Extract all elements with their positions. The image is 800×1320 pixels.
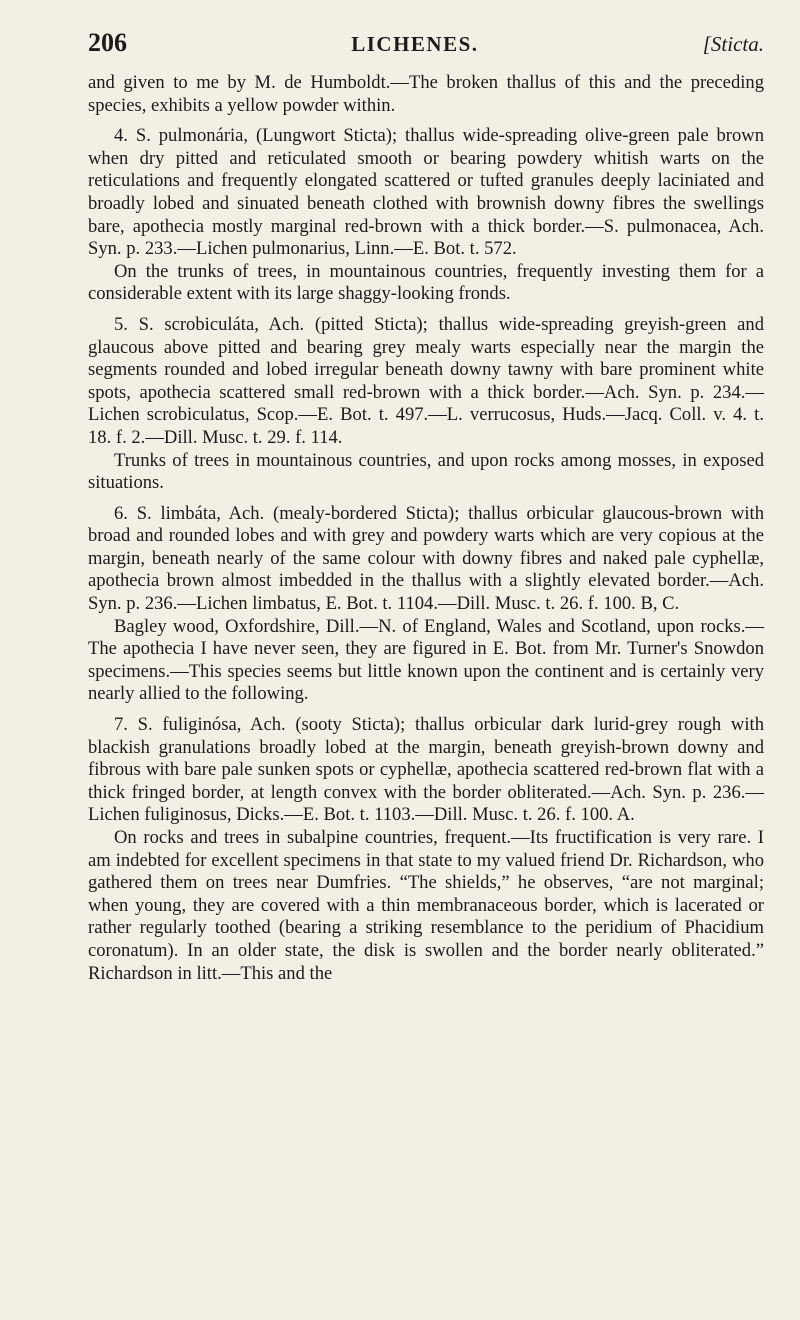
species-entry-6: 6. S. limbáta, Ach. (mealy-bordered Sticta); thallus orbicular glaucous-brown with broad and rounded lobes and with grey and powdery warts which are very copious at the margin, beneath nearly of the same colour with downy fibres and naked pale cyphellæ, apothecia brown almost imbedded in the thallus with a slightly elevated border.—Ach. Syn. p. 236.—Lichen limbatus, E. Bot. t. 1104.—Dill. Musc. t. 26. f. 100. B, C. — [88, 502, 764, 615]
species-entry-4: 4. S. pulmonária, (Lungwort Sticta); thallus wide-spreading olive-green pale brown when dry pitted and reticulated smooth or bearing powdery whitish warts on the reticulations and frequently elongated scattered or tufted granules deeply laciniated and broadly lobed and sinuated beneath clothed with brownish downy fibres the swellings bare, apothecia mostly marginal red-brown with a thick border.—S. pulmonacea, Ach. Syn. p. 233.—Lichen pulmonarius, Linn.—E. Bot. t. 572. — [88, 125, 764, 260]
species-entry-7: 7. S. fuliginósa, Ach. (sooty Sticta); thallus orbicular dark lurid-grey rough with blackish granulations broadly lobed at the margin, beneath greyish-brown downy and fibrous with bare pale sunken spots or cyphellæ, apothecia scattered red-brown flat with a thick fringed border, at length convex with the border obliterated.—Ach. Syn. p. 236.—Lichen fuliginosus, Dicks.—E. Bot. t. 1103.—Dill. Musc. t. 26. f. 100. A. — [88, 714, 764, 826]
running-title: LICHENES. — [351, 32, 479, 56]
page-body — [88, 72, 764, 985]
habitat-note-4: On the trunks of trees, in mountainous countries, frequently investing them for a considerable extent with its large shaggy-looking fronds. — [88, 260, 764, 305]
habitat-note-7: On rocks and trees in subalpine countries, frequent.—Its fructification is very rare. I am indebted for excellent specimens in that state to my valued friend Dr. Richardson, who gathered them on trees near Dumfries. “The shields,” he observes, “are not marginal; when young, they are covered with a thin membranaceous border, which is lacerated or rather regularly toothed (bearing a striking resemblance to the peridium of Phacidium coronatum). In an older state, the disk is swollen and the border nearly obliterated.” Richardson in litt.—This and the — [88, 827, 764, 984]
paragraph-continuation: and given to me by M. de Humboldt.—The broken thallus of this and the preceding species, exhibits a yellow powder within. — [88, 72, 764, 116]
habitat-note-5: Trunks of trees in mountainous countries, and upon rocks among mosses, in exposed situations. — [88, 449, 764, 494]
habitat-note-6: Bagley wood, Oxfordshire, Dill.—N. of England, Wales and Scotland, upon rocks.—The apothecia I have never seen, they are figured in E. Bot. from Mr. Turner's Snowdon specimens.—This species seems but little known upon the continent and is certainly very nearly allied to the following. — [88, 615, 764, 705]
species-entry-5: 5. S. scrobiculáta, Ach. (pitted Sticta); thallus wide-spreading greyish-green and glaucous above pitted and bearing grey mealy warts especially near the margin the segments rounded and lobed irregular beneath downy tawny with bare prominent white spots, apothecia scattered small red-brown with a thick border.—Ach. Syn. p. 234.—Lichen scrobiculatus, Scop.—E. Bot. t. 497.—L. verrucosus, Huds.—Jacq. Coll. v. 4. t. 18. f. 2.—Dill. Musc. t. 29. f. 114. — [88, 313, 764, 448]
section-title: [Sticta. — [702, 32, 764, 56]
page-number: 206 — [88, 28, 127, 57]
running-head — [88, 28, 764, 58]
